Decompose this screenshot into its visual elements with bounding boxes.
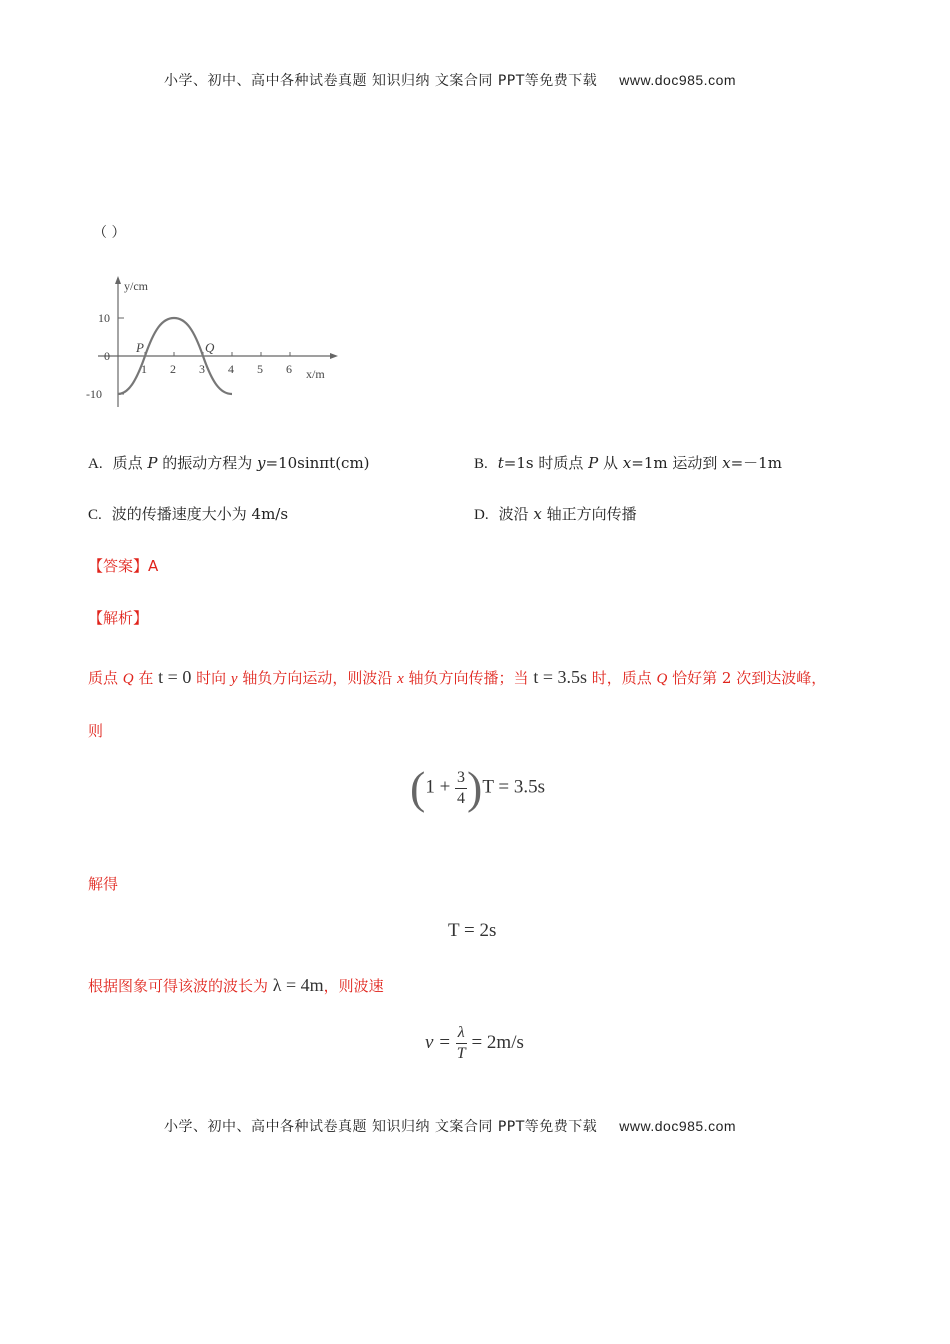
x-tick-5: 5: [257, 362, 263, 376]
y-tick-0: 0: [104, 349, 110, 363]
x-tick-6: 6: [286, 362, 292, 376]
equation-velocity: v = $\frac{\lambda}{T}$ = 2m/s: [425, 1024, 524, 1062]
wave-graph: [84, 272, 344, 412]
x-tick-1: 1: [141, 362, 147, 376]
x-tick-4: 4: [228, 362, 234, 376]
x-axis-arrow: [330, 353, 338, 359]
equation-period: (1 + $\frac{3}{4}$ )T = 3.5s: [410, 762, 545, 813]
solution-line-2: 则: [88, 722, 104, 740]
solution-line-3: 根据图象可得该波的波长为 λ = 4m，则波速: [88, 975, 384, 995]
x-tick-3: 3: [199, 362, 205, 376]
answer-label: 【答案】A: [88, 557, 159, 575]
equation-t: T = 2s: [448, 920, 497, 941]
analysis-label: 【解析】: [88, 609, 149, 627]
solution-solve: 解得: [88, 875, 119, 893]
option-a[interactable]: A. 质点 P 的振动方程为 y=10sinπt(cm): [88, 454, 370, 472]
option-c[interactable]: C. 波的传播速度大小为 4m/s: [88, 505, 289, 523]
solution-line-1: 质点 Q 在 t = 0 时向 y 轴负方向运动，则波沿 x 轴负方向传播；当 t = 3.5s 时，质点 Q 恰好第 2 次到达波峰，: [88, 667, 827, 687]
footer-text: 小学、初中、高中各种试卷真题 知识归纳 文案合同 PPT等免费下载: [164, 1119, 598, 1135]
x-tick-2: 2: [170, 362, 176, 376]
x-axis-label: x/m: [306, 367, 325, 381]
header-text: 小学、初中、高中各种试卷真题 知识归纳 文案合同 PPT等免费下载: [164, 73, 598, 89]
y-tick-neg10: -10: [86, 387, 102, 401]
option-d[interactable]: D. 波沿 x 轴正方向传播: [474, 505, 637, 523]
point-q-label: Q: [205, 340, 215, 355]
footer-site-link[interactable]: www.doc985.com: [619, 1118, 737, 1134]
point-p-label: P: [136, 340, 144, 355]
answer-blank: （ ）: [93, 225, 126, 241]
y-axis-arrow: [115, 276, 121, 284]
page-header: [164, 70, 736, 90]
y-tick-10: 10: [98, 311, 110, 325]
page-footer: [164, 1116, 736, 1136]
y-axis-label: y/cm: [124, 279, 148, 293]
header-site-link[interactable]: www.doc985.com: [619, 72, 737, 88]
option-b[interactable]: B. t=1s 时质点 P 从 x=1m 运动到 x=－1m: [474, 454, 782, 472]
